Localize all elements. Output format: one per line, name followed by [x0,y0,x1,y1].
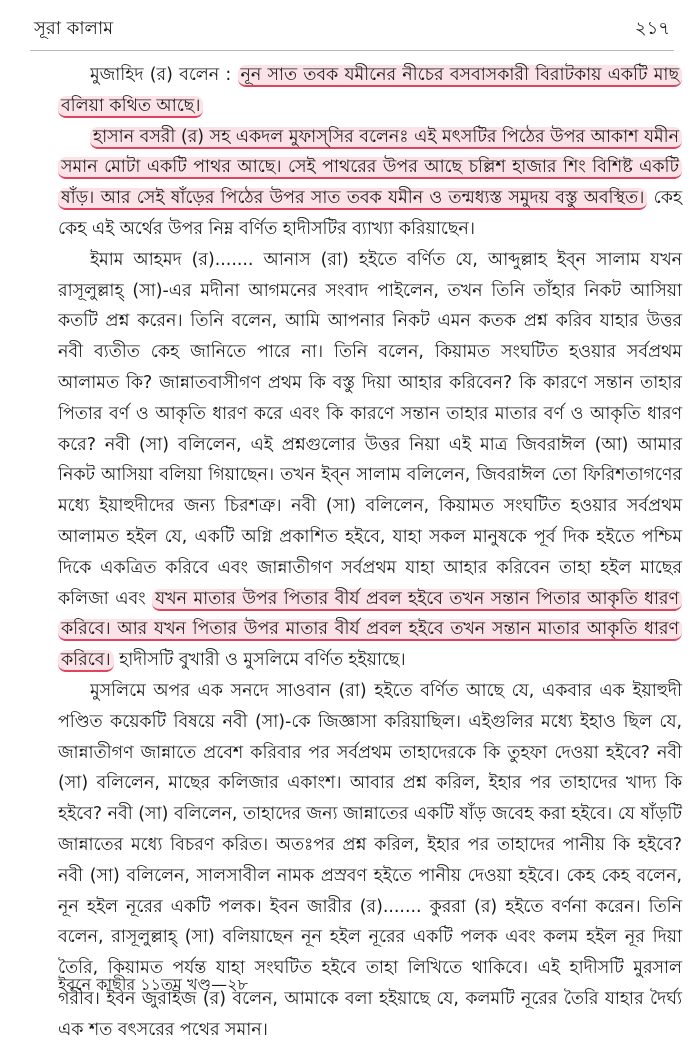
plain-text: হাদীসটি বুখারী ও মুসলিমে বর্ণিত হইয়াছে। [113,650,406,671]
plain-text: মুজাহিদ (র) বলেন : [90,65,238,85]
highlighted-text: যখন মাতার উপর পিতার বীর্য প্রবল হইবে তখন সন্তান পিতার আকৃতি ধারণ করিবে। আর যখন পিতার উপর মাতার বীর্য প্রবল হইবে তখন সন্তান মাতার আকৃতি ধারণ করিবে। [58,589,682,673]
page-footer: ইবনে কাছীর ১১তম খণ্ড—২৮ [58,975,248,994]
plain-text: মুসলিমে অপর এক সনদে সাওবান (রা) হইতে বর্ণিত আছে যে, একবার এক ইয়াহুদী পণ্ডিত কয়েকটি বিষয়ে নবী (সা)-কে জিজ্ঞাসা করিয়াছিল। এইগুলির মধ্যে ইহাও ছিল যে, জান্নাতীগণ জান্নাতে প্রবেশ করিবার পর সর্বপ্রথম তাহাদেরকে কি তুহফা দেওয়া হইবে? নবী (সা) বলিলেন, মাছের কলিজার একাংশ। আবার প্রশ্ন করিল, ইহার পর তাহাদের খাদ্য কি হইবে? নবী (সা) বলিলেন, তাহাদের জন্য জান্নাতের একটি ষাঁড় জবেহ করা হইবে। যে ষাঁড়টি জান্নাতের মধ্যে বিচরণ করিত। অতঃপর প্রশ্ন করিল, ইহার পর তাহাদের পানীয় কি হইবে? নবী (সা) বলিলেন, সালসাবীল নামক প্রস্রবণ হইতে পানীয় দেওয়া হইবে। কেহ কেহ বলেন, নূন হইল নূরের একটি পলক। ইবন জারীর (র)....... কুররা (র) হইতে বর্ণনা করেন। তিনি বলেন, রাসূলুল্লাহ্ (সা) বলিয়াছেন নূন হইল নূরের একটি পলক এবং কলম হইল নূর দিয়া তৈরি, কিয়ামত পর্যন্ত যাহা সংঘটিত হইবে তাহা লিখিতে থাকিবে। এই হাদীসটি মুরসাল গরীব। ইবন জুরাইজ (র) বলেন, আমাকে বলা হইয়াছে যে, কলমটি নূরের তৈরি যাহার দৈর্ঘ্য এক শত বৎসরের পথের সমান। [58,680,682,1040]
page-number: ২১৭ [634,17,670,39]
paragraph-hasan-basri [58,122,682,245]
plain-text: ইমাম আহমদ (র)....... আনাস (রা) হইতে বর্ণিত যে, আব্দুল্লাহ ইব্‌ন সালাম যখন রাসূলুল্লাহ্ (সা)-এর মদীনা আগমনের সংবাদ পাইলেন, তখন তিনি তাঁহার নিকট আসিয়া কতটি প্রশ্ন করেন। তিনি বলেন, আমি আপনার নিকট এমন কতক প্রশ্ন করিব যাহার উত্তর নবী ব্যতীত কেহ জানিতে পারে না। তিনি বলেন, কিয়ামত সংঘটিত হওয়ার সর্বপ্রথম আলামত কি? জান্নাতবাসীগণ প্রথম কি বস্তু দিয়া আহার করিবেন? কি কারণে সন্তান তাহার পিতার বর্ণ ও আকৃতি ধারণ করে এবং কি কারণে সন্তান তাহার মাতার বর্ণ ও আকৃতি ধারণ করে? নবী (সা) বলিলেন, এই প্রশ্নগুলোর উত্তর নিয়া এই মাত্র জিবরাঈল (আ) আমার নিকট আসিয়া বলিয়া গিয়াছেন। তখন ইব্‌ন সালাম বলিলেন, জিবরাঈল তো ফিরিশতাগণের মধ্যে ইয়াহুদীদের জন্য চিরশত্রু। নবী (সা) বলিলেন, কিয়ামত সংঘটিত হওয়ার সর্বপ্রথম আলামত হইল যে, একটি অগ্নি প্রকাশিত হইবে, যাহা সকল মানুষকে পূর্ব দিক হইতে পশ্চিম দিকে একত্রিত করিবে এবং জান্নাতীগণ সর্বপ্রথম যাহা আহার করিবেন তাহা হইল মাছের কলিজা এবং [58,249,682,609]
header-divider [30,50,674,51]
paragraph-mujahid [58,60,682,122]
paragraph-imam-ahmad [58,245,682,676]
page-header [34,12,670,46]
page-body [58,60,682,1046]
surah-name: সূরা কালাম [34,17,114,39]
highlighted-text: হাসান বসরী (র) সহ একদল মুফাস্‌সির বলেনঃ এই মৎসটির পিঠের উপর আকাশ যমীন সমান মোটা একটি পাথর আছে। সেই পাথরের উপর আছে চল্লিশ হাজার শিং বিশিষ্ট একটি ষাঁড়। আর সেই ষাঁড়ের পিঠের উপর সাত তবক যমীন ও তন্মধ্যস্ত সমুদয় বস্তু অবস্থিত। [58,127,682,211]
plain-text: কেহ কেহ এই অর্থের উপর নিম্ন বর্ণিত হাদীসটির ব্যাখ্যা করিয়াছেন। [58,188,682,239]
highlighted-text: নূন সাত তবক যমীনের নীচের বসবাসকারী বিরাটকায় একটি মাছ বলিয়া কথিত আছে। [58,65,682,118]
